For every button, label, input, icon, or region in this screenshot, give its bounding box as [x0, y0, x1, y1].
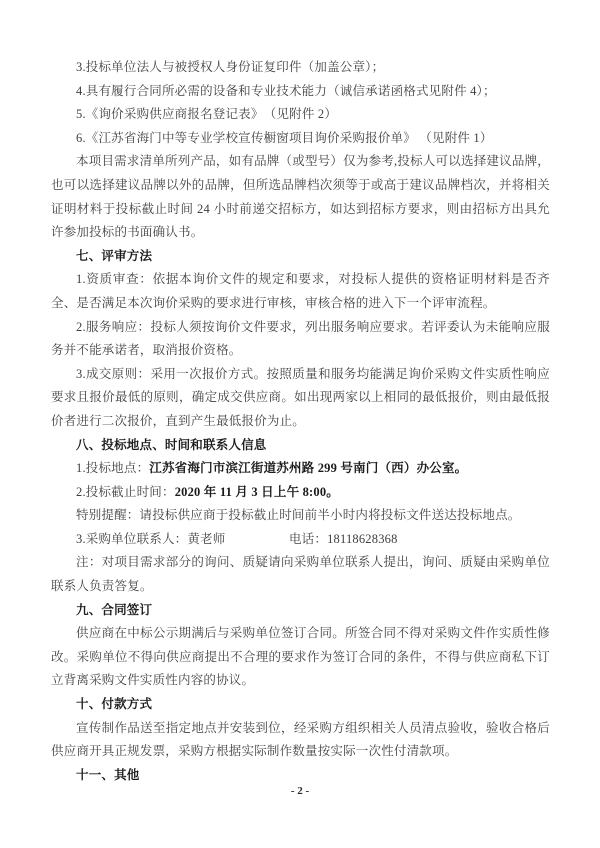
inquiry-note-paragraph: 注：对项目需求部分的询问、质疑请向采购单位联系人提出，询问、质疑由采购单位联系人负责答复。: [51, 555, 550, 594]
attachment-item-3: 3.投标单位法人与被授权人身份证复印件（加盖公章）；: [76, 60, 385, 74]
section-heading-other: 十一、其他: [76, 767, 140, 782]
bid-deadline-line: [51, 481, 550, 505]
purchaser-contact-line: 3.采购单位联系人：黄老师 电话：18118628368: [76, 531, 398, 546]
award-principle-paragraph: 3.成交原则：采用一次报价方式。按照质量和服务均能满足询价采购文件实质性响应要求且报价最低的原则，确定成交供应商。如出现两家以上相同的最低报价，则由最低报价者进行二次报价，直到产生最低报价为止。: [51, 366, 550, 428]
special-reminder-line: 特别提醒：请投标供应商于投标截止时间前半小时内将投标文件送达投标地点。: [76, 508, 521, 523]
bid-deadline-label: 2.投标截止时间：: [76, 484, 175, 499]
payment-method-paragraph: 宣传制作品送至指定地点并安装到位，经采购方组织相关人员清点验收，验收合格后供应商开具正规发票，采购方根据实际制作数量按实际一次性付清款项。: [51, 720, 550, 759]
document-content: [51, 56, 550, 787]
section-heading-contract-signing: 九、合同签订: [76, 602, 153, 617]
section-heading-review-method: 七、评审方法: [76, 248, 153, 263]
contract-signing-paragraph: 供应商在中标公示期满后与采购单位签订合同。所签合同不得对采购文件作实质性修改。采购单位不得向供应商提出不合理的要求作为签订合同的条件，不得与供应商私下订立背离采购文件实质性内容的协议。: [51, 626, 550, 688]
service-response-paragraph: 2.服务响应：投标人须按询价文件要求，列出服务响应要求。若评委认为未能响应服务并不能承诺者，取消报价资格。: [51, 319, 550, 358]
bid-deadline-value: 2020 年 11 月 3 日上午 8:00。: [174, 484, 340, 499]
brand-requirement-paragraph: 本项目需求清单所列产品，如有品牌（或型号）仅为参考,投标人可以选择建议品牌，也可以选择建议品牌以外的品牌，但所选品牌档次须等于或高于建议品牌档次，并将相关证明材料于投标截止时间 24 小时前递交招标方，如达到招标方要求，则由招标方出具允许参加投标的书面确认书。: [51, 154, 550, 240]
attachment-item-5: 5.《询价采购供应商报名登记表》 （见附件 2）: [76, 107, 338, 122]
qualification-review-paragraph: 1.资质审查：依据本询价文件的规定和要求，对投标人提供的资格证明材料是否齐全、是否满足本次询价采购的要求进行审核，审核合格的进入下一个评审流程。: [51, 272, 550, 310]
page-number: - 2 -: [290, 785, 310, 797]
attachment-item-6: 6.《江苏省海门中等专业学校宣传橱窗项目询价采购报价单》 （见附件 1）: [76, 130, 493, 145]
section-heading-bid-info: 八、投标地点、时间和联系人信息: [76, 437, 267, 452]
bid-location-label: 1.投标地点：: [76, 461, 150, 476]
bid-location-value: 江苏省海门市滨江街道苏州路 299 号南门（西）办公室。: [149, 461, 468, 476]
bid-location-line: [51, 457, 550, 481]
attachment-item-4: 4.具有履行合同所必需的设备和专业技术能力（诚信承诺函格式见附件 4）；: [76, 83, 496, 98]
section-heading-payment-method: 十、付款方式: [76, 697, 153, 712]
